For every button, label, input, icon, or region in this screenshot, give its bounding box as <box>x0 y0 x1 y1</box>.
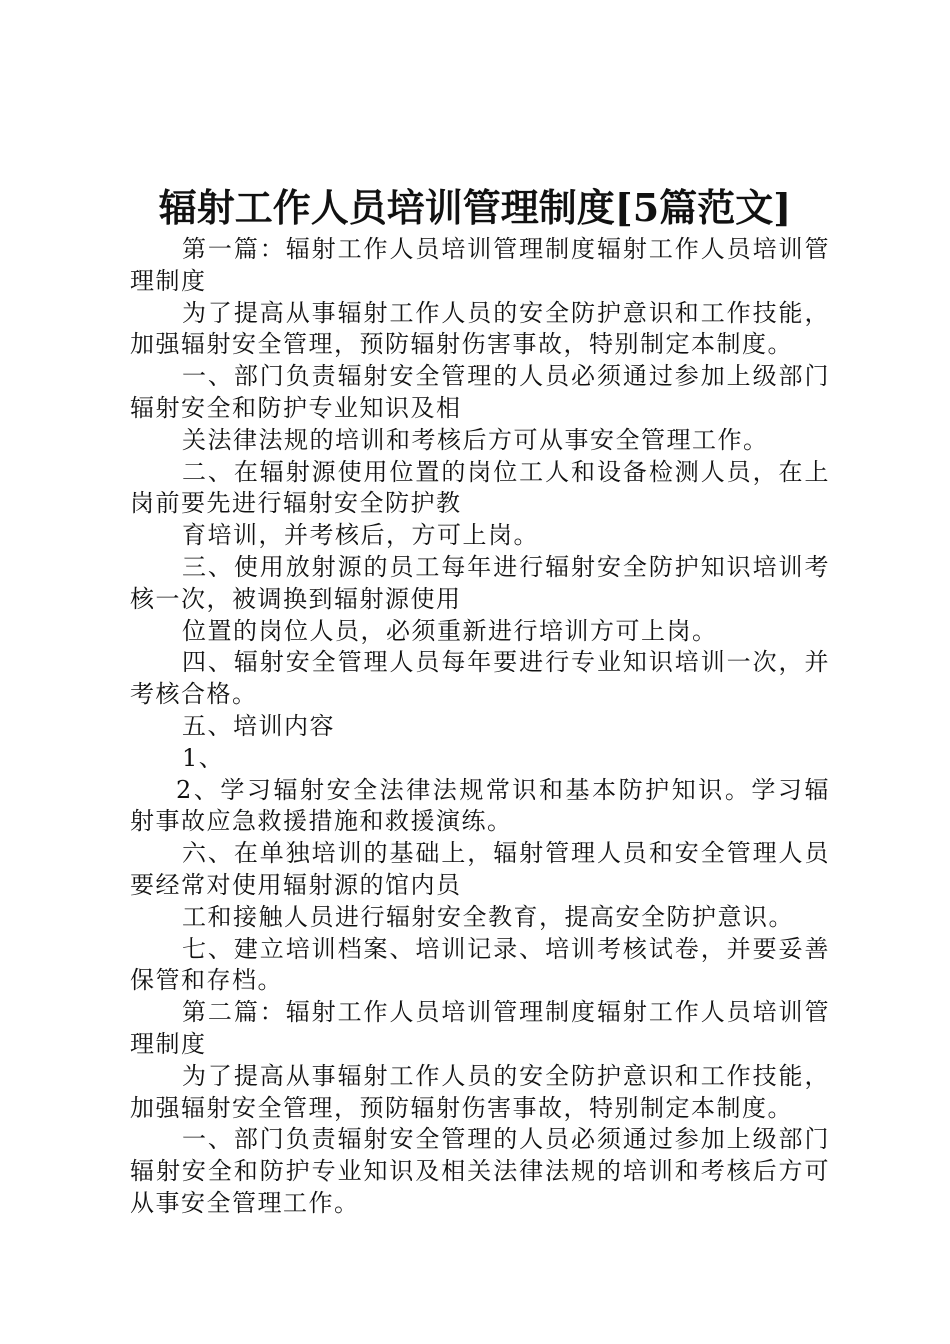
paragraph: 六、在单独培训的基础上，辐射管理人员和安全管理人员要经常对使用辐射源的馆内员 <box>130 839 830 899</box>
document-body <box>130 234 830 1220</box>
paragraph: 为了提高从事辐射工作人员的安全防护意识和工作技能，加强辐射安全管理，预防辐射伤害事故，特别制定本制度。 <box>130 1061 830 1122</box>
paragraph: 第二篇：辐射工作人员培训管理制度辐射工作人员培训管理制度 <box>130 998 830 1058</box>
paragraph: 三、使用放射源的员工每年进行辐射安全防护知识培训考核一次，被调换到辐射源使用 <box>130 552 830 613</box>
paragraph: 一、部门负责辐射安全管理的人员必须通过参加上级部门辐射安全和防护专业知识及相 <box>130 362 830 422</box>
paragraph: 一、部门负责辐射安全管理的人员必须通过参加上级部门辐射安全和防护专业知识及相关法律法规的培训和考核后方可从事安全管理工作。 <box>130 1125 830 1217</box>
paragraph: 五、培训内容 <box>182 711 335 740</box>
document-title: 辐射工作人员培训管理制度[5篇范文] <box>158 185 792 230</box>
paragraph: 七、建立培训档案、培训记录、培训考核试卷，并要妥善保管和存档。 <box>130 934 830 995</box>
paragraph: 二、在辐射源使用位置的岗位工人和设备检测人员，在上岗前要先进行辐射安全防护教 <box>130 457 830 518</box>
paragraph: 四、辐射安全管理人员每年要进行专业知识培训一次，并考核合格。 <box>130 648 830 709</box>
paragraph: 育培训，并考核后，方可上岗。 <box>182 521 539 550</box>
paragraph: 关法律法规的培训和考核后方可从事安全管理工作。 <box>182 425 769 454</box>
paragraph: 为了提高从事辐射工作人员的安全防护意识和工作技能，加强辐射安全管理，预防辐射伤害事故，特别制定本制度。 <box>130 298 830 359</box>
paragraph: 2、学习辐射安全法律法规常识和基本防护知识。学习辐射事故应急救援措施和救援演练。 <box>130 775 830 836</box>
paragraph: 工和接触人员进行辐射安全教育，提高安全防护意识。 <box>182 902 794 931</box>
paragraph: 第一篇：辐射工作人员培训管理制度辐射工作人员培训管理制度 <box>130 235 830 295</box>
paragraph: 位置的岗位人员，必须重新进行培训方可上岗。 <box>182 616 718 645</box>
paragraph: 1、 <box>182 743 225 772</box>
